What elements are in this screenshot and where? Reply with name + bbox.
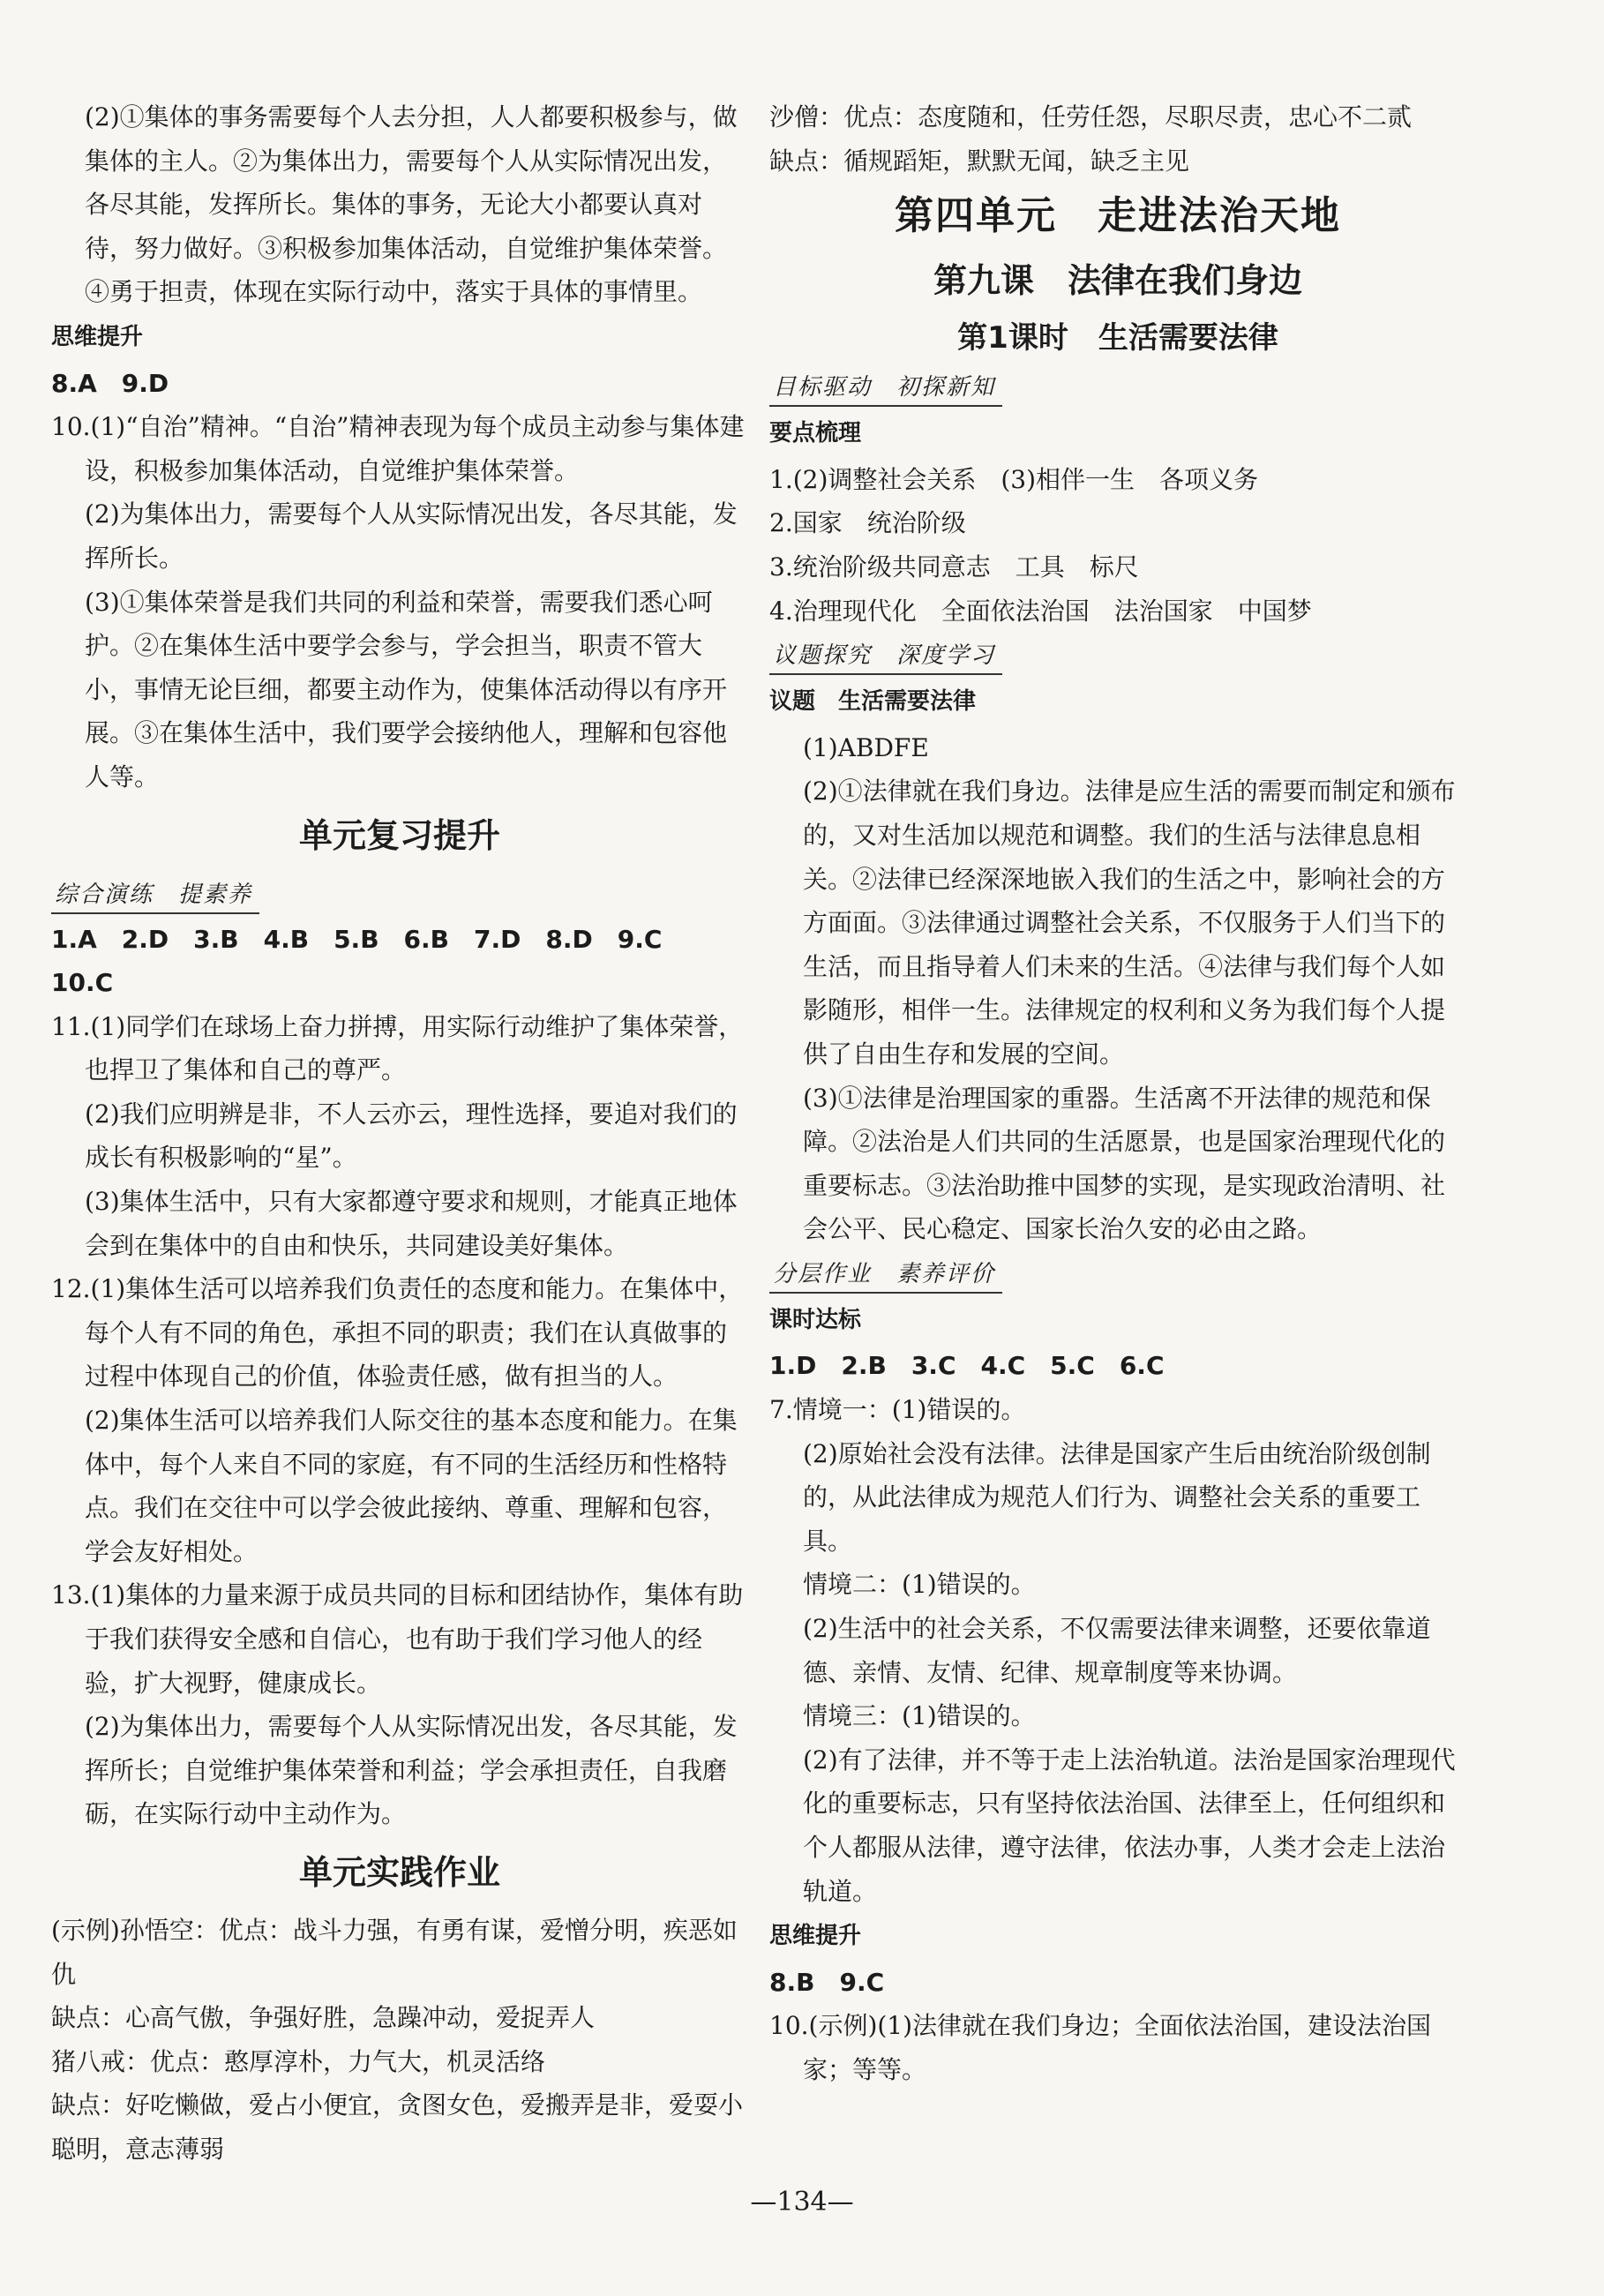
- review-title: 单元复习提升: [298, 815, 500, 855]
- banner-goal: 目标驱动 初探新知: [769, 370, 1002, 407]
- answer-line: 8.B 9.C: [769, 1967, 885, 1997]
- question-7: 7.情境一：(1)错误的。: [769, 1395, 1026, 1425]
- paragraph: (1)ABDFE: [803, 732, 929, 762]
- lesson-title: 第九课 法律在我们身边: [933, 261, 1302, 301]
- paragraph: (2)有了法律，并不等于走上法治轨道。法治是国家治理现代化的重要标志，只有坚持依法治国、法律至上，任何组织和个人都服从法律，遵守法律，依法办事，人类才会走上法治轨道。: [803, 1745, 1456, 1906]
- paragraph: (3)①法律是治理国家的重器。生活离不开法律的规范和保障。②法治是人们共同的生活愿景，也是国家治理现代化的重要标志。③法治助推中国梦的实现，是实现政治清明、社会公平、民心稳定、国家长治久安的必由之路。: [803, 1083, 1446, 1244]
- question-11: 11.(1)同学们在球场上奋力拼搏，用实际行动维护了集体荣誉，也捍卫了集体和自己的尊严。: [51, 1011, 744, 1085]
- paragraph: 猪八戒：优点：憨厚淳朴，力气大，机灵活络: [51, 2046, 546, 2076]
- banner-explore: 议题探究 深度学习: [769, 638, 1002, 675]
- unit-title: 第四单元 走进法治天地: [895, 193, 1341, 239]
- key-point: 3.统治阶级共同意志 工具 标尺: [769, 551, 1139, 582]
- paragraph: 情境三：(1)错误的。: [803, 1701, 1036, 1731]
- section-heading: 思维提升: [51, 323, 144, 350]
- answer-line: 8.A 9.D: [51, 368, 169, 398]
- question-10: 10.(1)“自治”精神。“自治”精神表现为每个成员主动参与集体建设，积极参加集体活动，自觉维护集体荣誉。: [51, 412, 745, 485]
- paragraph: (2)①法律就在我们身边。法律是应生活的需要而制定和颁布的，又对生活加以规范和调整。我们的生活与法律息息相关。②法律已经深深地嵌入我们的生活之中，影响社会的方方面面。③法律通过调整社会关系，不仅服务于人们当下的生活，而且指导着人们未来的生活。④法律与我们每个人如影随形，相伴一生。法律规定的权利和义务为我们每个人提供了自由生存和发展的空间。: [803, 777, 1456, 1069]
- paragraph: (2)集体生活可以培养我们人际交往的基本态度和能力。在集体中，每个人来自不同的家庭，有不同的生活经历和性格特点。我们在交往中可以学会彼此接纳、尊重、理解和包容，学会友好相处。: [85, 1406, 738, 1566]
- review-banner: 综合演练 提素养: [51, 877, 259, 914]
- paragraph: 缺点：心高气傲，争强好胜，急躁冲动，爱捉弄人: [51, 2003, 596, 2033]
- answer-line: 1.D 2.B 3.C 4.C 5.C 6.C: [769, 1351, 1165, 1381]
- question-13: 13.(1)集体的力量来源于成员共同的目标和团结协作，集体有助于我们获得安全感和自信心，也有助于我们学习他人的经验，扩大视野，健康成长。: [51, 1580, 744, 1698]
- paragraph: 情境二：(1)错误的。: [803, 1570, 1036, 1600]
- section-heading: 课时达标: [769, 1306, 862, 1333]
- section-heading: 思维提升: [769, 1923, 862, 1950]
- banner-homework: 分层作业 素养评价: [769, 1257, 1002, 1294]
- paragraph: 缺点：循规蹈矩，默默无闻，缺乏主见: [769, 146, 1190, 176]
- paragraph: (3)集体生活中，只有大家都遵守要求和规则，才能真正地体会到在集体中的自由和快乐，共同建设美好集体。: [85, 1187, 738, 1260]
- paragraph: (2)为集体出力，需要每个人从实际情况出发，各尽其能，发挥所长；自觉维护集体荣誉和利益；学会承担责任，自我磨砺，在实际行动中主动作为。: [85, 1712, 738, 1829]
- paragraph: 缺点：好吃懒做，爱占小便宜，贪图女色，爱搬弄是非，爱耍小聪明，意志薄弱: [51, 2090, 744, 2164]
- paragraph: 沙僧：优点：态度随和，任劳任怨，尽职尽责，忠心不二贰: [769, 102, 1413, 131]
- paragraph: (2)为集体出力，需要每个人从实际情况出发，各尽其能，发挥所长。: [85, 499, 738, 573]
- left-column: [51, 95, 748, 2172]
- period-title: 第1课时 生活需要法律: [957, 320, 1278, 356]
- key-point: 1.(2)调整社会关系 (3)相伴一生 各项义务: [769, 464, 1259, 494]
- key-point: 4.治理现代化 全面依法治国 法治国家 中国梦: [769, 596, 1312, 626]
- page-number: —134—: [750, 2187, 854, 2217]
- section-heading: 议题 生活需要法律: [769, 688, 977, 716]
- right-column: [769, 95, 1466, 2092]
- question-12: 12.(1)集体生活可以培养我们负责任的态度和能力。在集体中，每个人有不同的角色，承担不同的职责；我们在认真做事的过程中体现自己的价值，体验责任感，做有担当的人。: [51, 1274, 744, 1392]
- key-point: 2.国家 统治阶级: [769, 508, 966, 538]
- paragraph: (2)原始社会没有法律。法律是国家产生后由统治阶级创制的，从此法律成为规范人们行为、调整社会关系的重要工具。: [803, 1438, 1431, 1556]
- paragraph: (示例)孙悟空：优点：战斗力强，有勇有谋，爱憎分明，疾恶如仇: [51, 1915, 738, 1989]
- section-heading: 要点梳理: [769, 420, 862, 447]
- paragraph: (2)我们应明辨是非，不人云亦云，理性选择，要追对我们的成长有积极影响的“星”。: [85, 1099, 738, 1173]
- question-10: 10.(示例)(1)法律就在我们身边；全面依法治国，建设法治国家；等等。: [769, 2011, 1432, 2084]
- answer-line: 1.A 2.D 3.B 4.B 5.B 6.B 7.D 8.D 9.C 10.C: [51, 924, 687, 998]
- paragraph: (3)①集体荣誉是我们共同的利益和荣誉，需要我们悉心呵护。②在集体生活中要学会参与，学会担当，职责不管大小，事情无论巨细，都要主动作为，使集体活动得以有序开展。③在集体生活中，我们要学会接纳他人，理解和包容他人等。: [85, 587, 728, 792]
- paragraph: (2)①集体的事务需要每个人去分担，人人都要积极参与，做集体的主人。②为集体出力，需要每个人从实际情况出发，各尽其能，发挥所长。集体的事务，无论大小都要认真对待，努力做好。③积极参加集体活动，自觉维护集体荣誉。④勇于担责，体现在实际行动中，落实于具体的事情里。: [85, 102, 738, 307]
- practice-title: 单元实践作业: [298, 1852, 500, 1892]
- paragraph: (2)生活中的社会关系，不仅需要法律来调整，还要依靠道德、亲情、友情、纪律、规章制度等来协调。: [803, 1614, 1431, 1687]
